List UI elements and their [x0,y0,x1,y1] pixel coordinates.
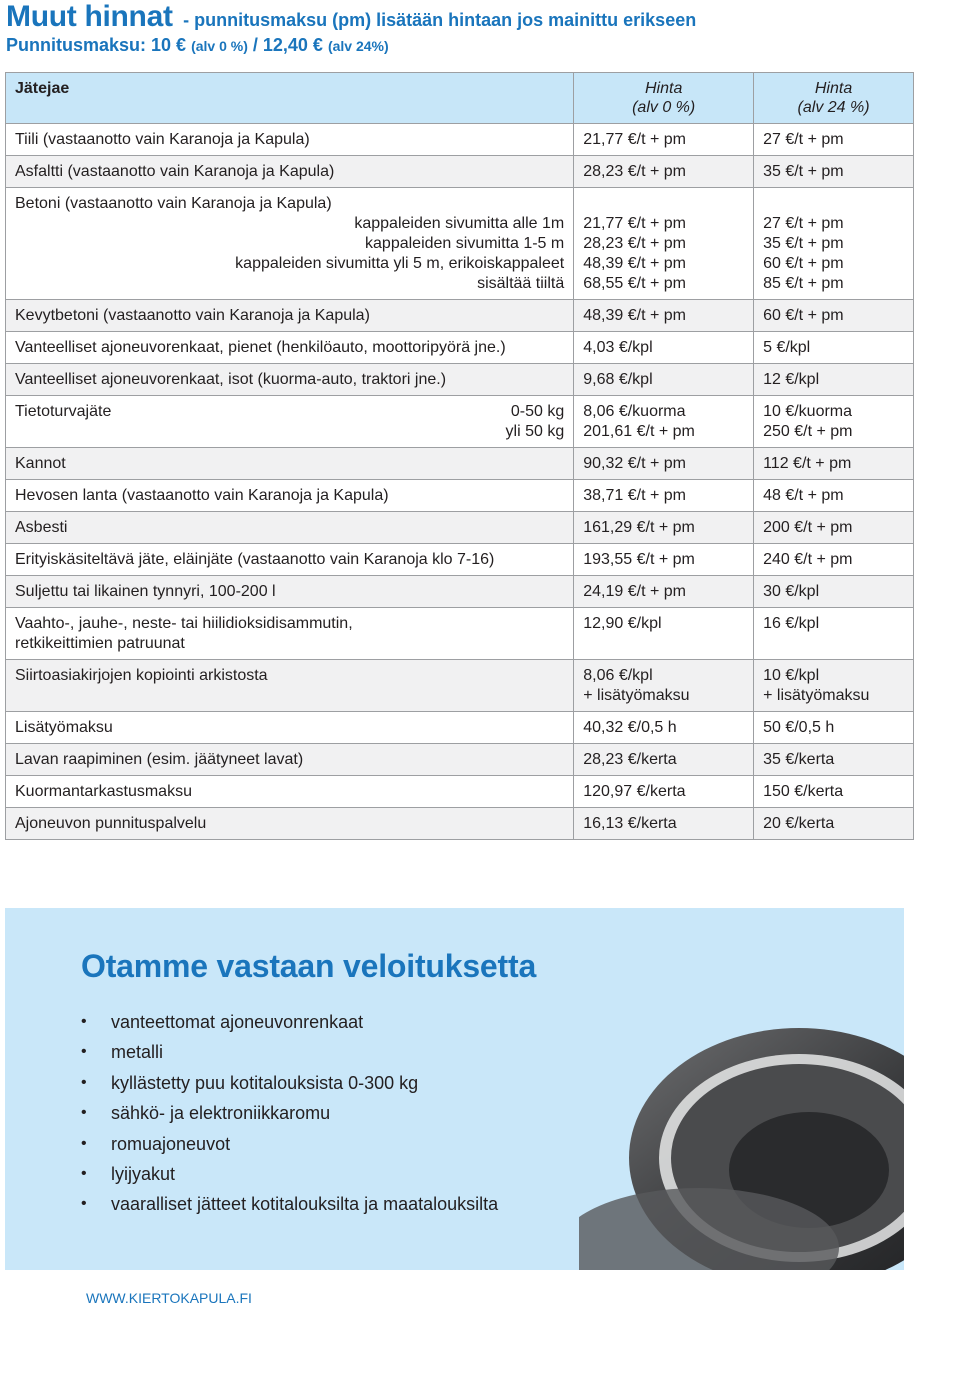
price-vat24: + lisätyömaksu [763,687,870,704]
waste-name: Tietoturvajäte [15,403,112,420]
table-row [6,744,914,776]
table-row [6,396,914,448]
price-vat24: 112 €/t + pm [754,448,914,480]
table-row [6,332,914,364]
price-vat24: 20 €/kerta [754,808,914,840]
price-vat24: 10 €/kuorma [763,403,853,420]
price-vat24: 27 €/t + pm [754,124,914,156]
page-subtitle: - punnitusmaksu (pm) lisätään hintaan jos mainittu erikseen [183,10,697,30]
waste-subtype: 0-50 kg [510,403,565,420]
waste-subtype: kappaleiden sivumitta alle 1m [354,215,565,232]
table-row [6,544,914,576]
tire-stack-image [579,908,904,1270]
table-row [6,124,914,156]
weighing-fee-line [6,34,956,57]
waste-name: Vanteelliset ajoneuvorenkaat, pienet (henkilöauto, moottoripyörä jne.) [6,332,574,364]
price-vat24: 5 €/kpl [754,332,914,364]
list-item [81,1101,498,1131]
price-vat0: 120,97 €/kerta [574,776,754,808]
waste-name: Asfaltti (vastaanotto vain Karanoja ja Kapula) [6,156,574,188]
list-item [81,1162,498,1192]
list-item-label: sähkö- ja elektroniikkaromu [111,1103,331,1124]
header-vat-label: (alv 0 %) [632,99,696,116]
price-vat24: 12 €/kpl [754,364,914,396]
waste-subtype: kappaleiden sivumitta 1-5 m [365,235,565,252]
bullet-icon: • [81,1134,87,1152]
price-vat0: 24,19 €/t + pm [574,576,754,608]
header-vat-label: (alv 24 %) [797,99,870,116]
price-vat24: 85 €/t + pm [763,275,844,292]
panel-title: Otamme vastaan veloituksetta [81,948,537,984]
header-waste-type: Jätejae [6,73,574,124]
waste-subtype: yli 50 kg [505,423,565,440]
table-row [6,608,914,660]
list-item-label: kyllästetty puu kotitalouksista 0-300 kg [111,1072,419,1093]
waste-name: Kevytbetoni (vastaanotto vain Karanoja ja Kapula) [6,300,574,332]
waste-name: Siirtoasiakirjojen kopiointi arkistosta [6,660,574,712]
waste-name: Suljettu tai likainen tynnyri, 100-200 l [6,576,574,608]
list-item-label: metalli [111,1042,164,1063]
price-vat0: 8,06 €/kpl [583,667,653,684]
page-title: Muut hinnat [6,0,173,33]
weighing-fee-part-1: Punnitusmaksu: 10 € [6,35,192,55]
price-vat24: 27 €/t + pm [763,215,844,232]
waste-name-split [15,402,564,442]
waste-subtype: sisältää tiiltä [477,275,565,292]
price-vat0: 68,55 €/t + pm [583,275,686,292]
waste-name: Vaahto-, jauhe-, neste- tai hiilidioksidisammutin, [15,615,353,632]
price-vat0: 40,32 €/0,5 h [574,712,754,744]
table-row [6,156,914,188]
price-vat0-cell [574,660,754,712]
table-row [6,480,914,512]
waste-name: Erityiskäsiteltävä jäte, eläinjäte (vastaanotto vain Karanoja klo 7-16) [6,544,574,576]
table-row [6,776,914,808]
bullet-icon: • [81,1195,87,1213]
list-item [81,1132,498,1162]
price-vat0: 28,23 €/t + pm [574,156,754,188]
price-vat0: 161,29 €/t + pm [574,512,754,544]
waste-subtype: kappaleiden sivumitta yli 5 m, erikoiskappaleet [235,255,565,272]
waste-name: Kuormantarkastusmaksu [6,776,574,808]
price-vat0: 21,77 €/t + pm [574,124,754,156]
price-vat24: 48 €/t + pm [754,480,914,512]
website-link[interactable]: WWW.KIERTOKAPULA.FI [86,1290,252,1306]
waste-name: Lisätyömaksu [6,712,574,744]
price-vat24: 150 €/kerta [754,776,914,808]
price-vat0: 28,23 €/kerta [574,744,754,776]
price-vat24: 35 €/t + pm [754,156,914,188]
price-vat24: 35 €/kerta [754,744,914,776]
price-vat0: 28,23 €/t + pm [583,235,686,252]
price-vat0: 16,13 €/kerta [574,808,754,840]
price-vat0-cell [574,188,754,300]
table-row [6,512,914,544]
price-vat24: 35 €/t + pm [763,235,844,252]
price-vat0: + lisätyömaksu [583,687,690,704]
weighing-fee-vat0: (alv 0 %) [191,38,248,54]
header-price-vat24 [754,73,914,124]
waste-name: Kannot [6,448,574,480]
price-vat0: 201,61 €/t + pm [583,423,695,440]
list-item [81,1192,498,1222]
price-table [5,72,914,840]
price-vat24: 240 €/t + pm [754,544,914,576]
list-item [81,1040,498,1070]
free-acceptance-panel [5,908,904,1270]
price-vat0: 12,90 €/kpl [574,608,754,660]
price-vat24-cell [754,396,914,448]
price-vat0: 4,03 €/kpl [574,332,754,364]
price-vat24: 60 €/t + pm [763,255,844,272]
price-vat24: 60 €/t + pm [754,300,914,332]
bullet-icon: • [81,1013,87,1030]
header-price-vat0 [574,73,754,124]
waste-name: Lavan raapiminen (esim. jäätyneet lavat) [6,744,574,776]
table-row [6,188,914,300]
page-title-line [6,0,956,34]
list-item-label: vaaralliset jätteet kotitalouksilta ja maatalouksilta [111,1194,499,1215]
weighing-fee-part-2: / 12,40 € [247,35,328,55]
price-vat0: 193,55 €/t + pm [574,544,754,576]
price-vat0: 38,71 €/t + pm [574,480,754,512]
bullet-icon: • [81,1104,87,1122]
waste-name: Ajoneuvon punnituspalvelu [6,808,574,840]
table-row [6,712,914,744]
waste-name: Hevosen lanta (vastaanotto vain Karanoja ja Kapula) [6,480,574,512]
table-header-row [6,73,914,124]
price-vat24: 16 €/kpl [754,608,914,660]
list-item-label: vanteettomat ajoneuvonrenkaat [111,1012,364,1032]
list-item-label: lyijyakut [111,1163,176,1184]
waste-name: Betoni (vastaanotto vain Karanoja ja Kapula) [15,195,332,212]
bullet-icon: • [81,1043,87,1061]
table-row [6,660,914,712]
price-vat24: 10 €/kpl [763,667,820,684]
header-price-label: Hinta [644,80,683,97]
price-vat24-cell [754,660,914,712]
waste-name-cell [6,188,574,300]
tire-icon [579,1028,904,1270]
price-vat0: 8,06 €/kuorma [583,403,686,420]
price-vat24: 30 €/kpl [754,576,914,608]
price-vat0: 48,39 €/t + pm [574,300,754,332]
waste-name: retkikeittimien patruunat [15,635,185,652]
waste-name: Tiili (vastaanotto vain Karanoja ja Kapula) [6,124,574,156]
waste-name: Asbesti [6,512,574,544]
list-item [81,1071,498,1101]
table-row [6,448,914,480]
waste-name-cell [6,396,574,448]
price-vat0: 90,32 €/t + pm [574,448,754,480]
price-vat24: 200 €/t + pm [754,512,914,544]
list-item-label: romuajoneuvot [111,1133,231,1154]
free-items-list [81,1010,498,1223]
waste-subtypes [15,214,564,294]
header-price-label: Hinta [814,80,853,97]
price-vat0: 9,68 €/kpl [574,364,754,396]
price-vat0: 21,77 €/t + pm [583,215,686,232]
waste-name: Vanteelliset ajoneuvorenkaat, isot (kuorma-auto, traktori jne.) [6,364,574,396]
weighing-fee-vat24: (alv 24%) [327,38,389,54]
price-vat24: 250 €/t + pm [763,423,853,440]
waste-subtypes [506,402,565,442]
bullet-icon: • [81,1073,87,1091]
price-vat24: 50 €/0,5 h [754,712,914,744]
page-header [6,0,956,57]
bullet-icon: • [81,1164,87,1182]
table-row [6,576,914,608]
waste-name-cell [6,608,574,660]
price-vat0-cell [574,396,754,448]
table-row [6,808,914,840]
price-vat0: 48,39 €/t + pm [583,255,686,272]
list-item [81,1010,498,1040]
table-row [6,300,914,332]
table-row [6,364,914,396]
price-vat24-cell [754,188,914,300]
